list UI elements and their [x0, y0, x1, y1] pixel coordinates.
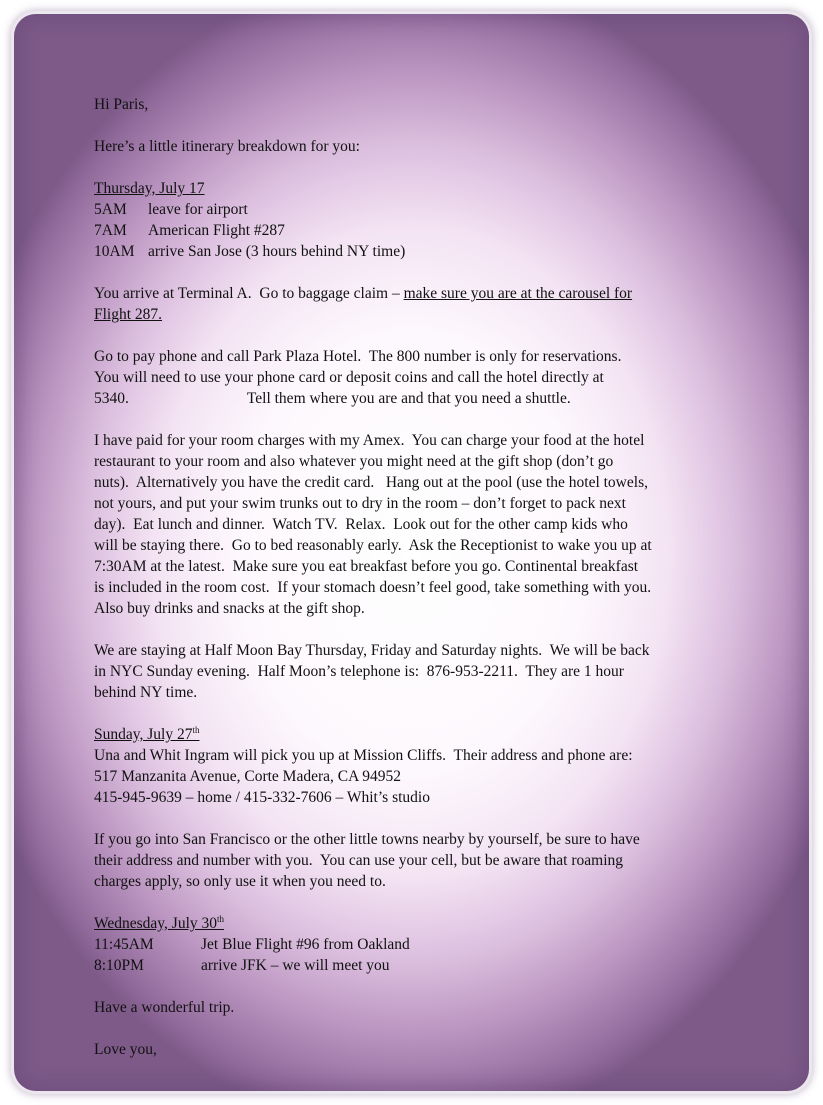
itinerary-row	[94, 199, 754, 220]
ordinal-suffix: th	[192, 725, 200, 735]
room-line: restaurant to your room and also whatever you might need at the gift shop (don’t go	[94, 453, 614, 470]
room-line: nuts). Alternatively you have the credit card. Hang out at the pool (use the hotel towels,	[94, 474, 648, 491]
section-wednesday	[94, 913, 754, 976]
room-line: I have paid for your room charges with my Amex. You can charge your food at the hotel	[94, 432, 645, 449]
sf-line: charges apply, so only use it when you need to.	[94, 873, 386, 890]
row-desc: Jet Blue Flight #96 from Oakland	[201, 936, 410, 953]
row-desc: American Flight #287	[148, 222, 285, 239]
phone-number-fragment: 5340.	[94, 390, 129, 407]
row-time: 5AM	[94, 201, 127, 218]
stay-line: We are staying at Half Moon Bay Thursday, Friday and Saturday nights. We will be back	[94, 642, 650, 659]
sunday-line: Una and Whit Ingram will pick you up at Mission Cliffs. Their address and phone are:	[94, 747, 633, 764]
stay-line: in NYC Sunday evening. Half Moon’s telephone is: 876-953-2211. They are 1 hour	[94, 663, 624, 680]
room-line: is included in the room cost. If your stomach doesn’t feel good, take something with you.	[94, 579, 652, 596]
room-line: day). Eat lunch and dinner. Watch TV. Relax. Look out for the other camp kids who	[94, 516, 628, 533]
row-time: 11:45AM	[94, 936, 154, 953]
sf-line: If you go into San Francisco or the other little towns nearby by yourself, be sure to have	[94, 831, 640, 848]
terminal-underlined: make sure you are at the carousel for	[403, 285, 633, 302]
greeting: Hi Paris,	[94, 96, 149, 113]
sf-paragraph	[94, 829, 754, 892]
section-sunday	[94, 724, 754, 808]
row-desc: arrive JFK – we will meet you	[201, 957, 390, 974]
row-desc: leave for airport	[148, 201, 248, 218]
itinerary-row	[94, 955, 754, 976]
stay-line: behind NY time.	[94, 684, 198, 701]
section-heading-thursday: Thursday, July 17	[94, 180, 205, 197]
terminal-paragraph	[94, 283, 754, 325]
intro-line: Here’s a little itinerary breakdown for you:	[94, 138, 360, 155]
room-line: Also buy drinks and snacks at the gift shop.	[94, 600, 365, 617]
itinerary-row	[94, 241, 754, 262]
row-time: 8:10PM	[94, 957, 144, 974]
heading-text: Wednesday, July 30	[94, 915, 218, 932]
room-line: 7:30AM at the latest. Make sure you eat breakfast before you go. Continental breakfast	[94, 558, 639, 575]
vignette-frame	[14, 14, 809, 1091]
itinerary-row	[94, 934, 754, 955]
room-line: will be staying there. Go to bed reasonably early. Ask the Receptionist to wake you up at	[94, 537, 652, 554]
phone-paragraph	[94, 346, 754, 409]
phone-line: You will need to use your phone card or deposit coins and call the hotel directly at	[94, 369, 604, 386]
itinerary-row	[94, 220, 754, 241]
terminal-flight: Flight 287.	[94, 306, 163, 323]
section-thursday	[94, 178, 754, 262]
stay-paragraph	[94, 640, 754, 703]
sf-line: their address and number with you. You can use your cell, but be aware that roaming	[94, 852, 624, 869]
phone-line: Tell them where you are and that you need a shuttle.	[246, 390, 571, 407]
sunday-line: 415-945-9639 – home / 415-332-7606 – Whit’s studio	[94, 789, 430, 806]
row-time: 7AM	[94, 222, 127, 239]
sunday-line: 517 Manzanita Avenue, Corte Madera, CA 94952	[94, 768, 402, 785]
section-heading-wednesday	[94, 913, 754, 934]
room-line: not yours, and put your swim trunks out to dry in the room – don’t forget to pack next	[94, 495, 626, 512]
row-time: 10AM	[94, 243, 135, 260]
closing-wish: Have a wonderful trip.	[94, 999, 235, 1016]
ordinal-suffix: th	[217, 914, 225, 924]
row-desc: arrive San Jose (3 hours behind NY time)	[148, 243, 406, 260]
heading-text: Sunday, July 27	[94, 726, 193, 743]
phone-line: Go to pay phone and call Park Plaza Hotel. The 800 number is only for reservations.	[94, 348, 622, 365]
closing-signoff: Love you,	[94, 1041, 157, 1058]
letter-body	[94, 94, 754, 1081]
terminal-lead: You arrive at Terminal A. Go to baggage claim –	[94, 285, 404, 302]
room-paragraph	[94, 430, 754, 619]
section-heading-sunday	[94, 724, 754, 745]
